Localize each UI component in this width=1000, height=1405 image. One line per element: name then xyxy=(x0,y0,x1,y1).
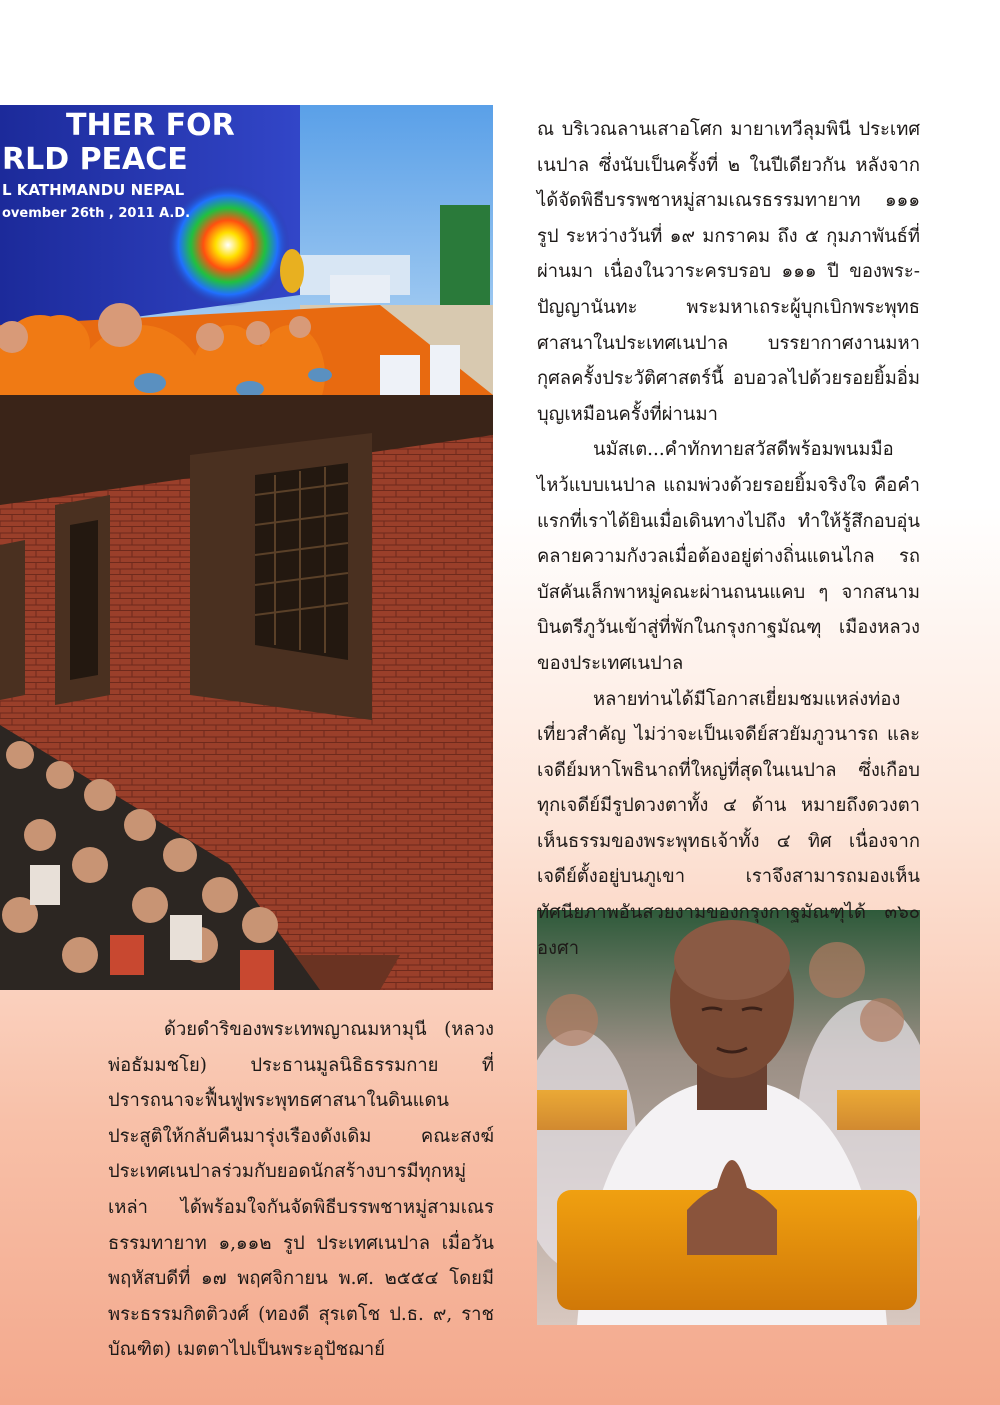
article-paragraph: ด้วยดำริของพระเทพญาณมหามุนี (หลวงพ่อธัมมชโย) ประธานมูลนิธิธรรมกาย ที่ปรารถนาจะฟื้นฟูพระพุทธศาสนาในดินแดนประสูติให้กลับคืนมารุ่งเรืองดังเดิม คณะสงฆ์ประเทศเนปาลร่วมกับยอดนักสร้างบารมีทุกหมู่เหล่า ได้พร้อมใจกันจัดพิธีบรรพชาหมู่สามเณรธรรมทายาท ๑,๑๑๒ รูป ประเทศเนปาล เมื่อวันพฤหัสบดีที่ ๑๗ พฤศจิกายน พ.ศ. ๒๕๕๔ โดยมีพระธรรมกิตติวงศ์ (ทองดี สุรเตโช ป.ธ. ๙, ราชบัณฑิต) เมตตาไปเป็นพระอุปัชฌาย์ xyxy=(108,1019,494,1361)
article-paragraph: ณ บริเวณลานเสาอโศก มายาเทวีลุมพินี ประเทศเนปาล ซึ่งนับเป็นครั้งที่ ๒ ในปีเดียวกัน หลังจากได้จัดพิธีบรรพชาหมู่สามเณรธรรมทายาท ๑๑๑ รูป ระหว่างวันที่ ๑๙ มกราคม ถึง ๕ กุมภาพันธ์ที่ผ่านมา เนื่องในวาระครบรอบ ๑๑๑ ปี ของพระ-ปัญญานันทะ พระมหาเถระผู้บุกเบิกพระพุทธศาสนาในประเทศเนปาล บรรยากาศงานมหากุศลครั้งประวัติศาสตร์นี้ อบอวลไปด้วยรอยยิ้มอิ่มบุญเหมือนครั้งที่ผ่านมา xyxy=(537,119,920,425)
brick-wall-crowd-photo xyxy=(0,395,493,990)
right-text-column xyxy=(537,112,920,966)
praying-monk-photo xyxy=(537,910,920,1325)
banner-line-4: ovember 26th , 2011 A.D. xyxy=(2,206,191,221)
left-text-column xyxy=(108,1012,494,1368)
article-paragraph: หลายท่านได้มีโอกาสเยี่ยมชมแหล่งท่องเที่ยวสำคัญ ไม่ว่าจะเป็นเจดีย์สวยัมภูวนารถ และเจดีย์มหาโพธินาถที่ใหญ่ที่สุดในเนปาล ซึ่งเกือบทุกเจดีย์มีรูปดวงตาทั้ง ๔ ด้าน หมายถึงดวงตาเห็นธรรมของพระพุทธเจ้าทั้ง ๔ ทิศ เนื่องจากเจดีย์ตั้งอยู่บนภูเขา เราจึงสามารถมองเห็นทัศนียภาพอันสวยงามของกรุงกาฐมัณฑุได้ ๓๖๐ องศา xyxy=(537,688,920,959)
banner-line-2: RLD PEACE xyxy=(2,142,188,177)
article-paragraph: นมัสเต...คำทักทายสวัสดีพร้อมพนมมือไหว้แบบเนปาล แถมพ่วงด้วยรอยยิ้มจริงใจ คือคำแรกที่เราได้ยินเมื่อเดินทางไปถึง ทำให้รู้สึกอบอุ่นคลายความกังวลเมื่อต้องอยู่ต่างถิ่นแดนไกล รถบัสคันเล็กพาหมู่คณะผ่านถนนแคบ ๆ จากสนามบินตรีภูวันเข้าสู่ที่พักในกรุงกาฐมัณฑุ เมืองหลวงของประเทศเนปาล xyxy=(537,439,920,674)
monks-ceremony-photo xyxy=(0,105,493,395)
banner-line-1: THER FOR xyxy=(66,108,235,143)
banner-line-3: L KATHMANDU NEPAL xyxy=(2,181,185,199)
